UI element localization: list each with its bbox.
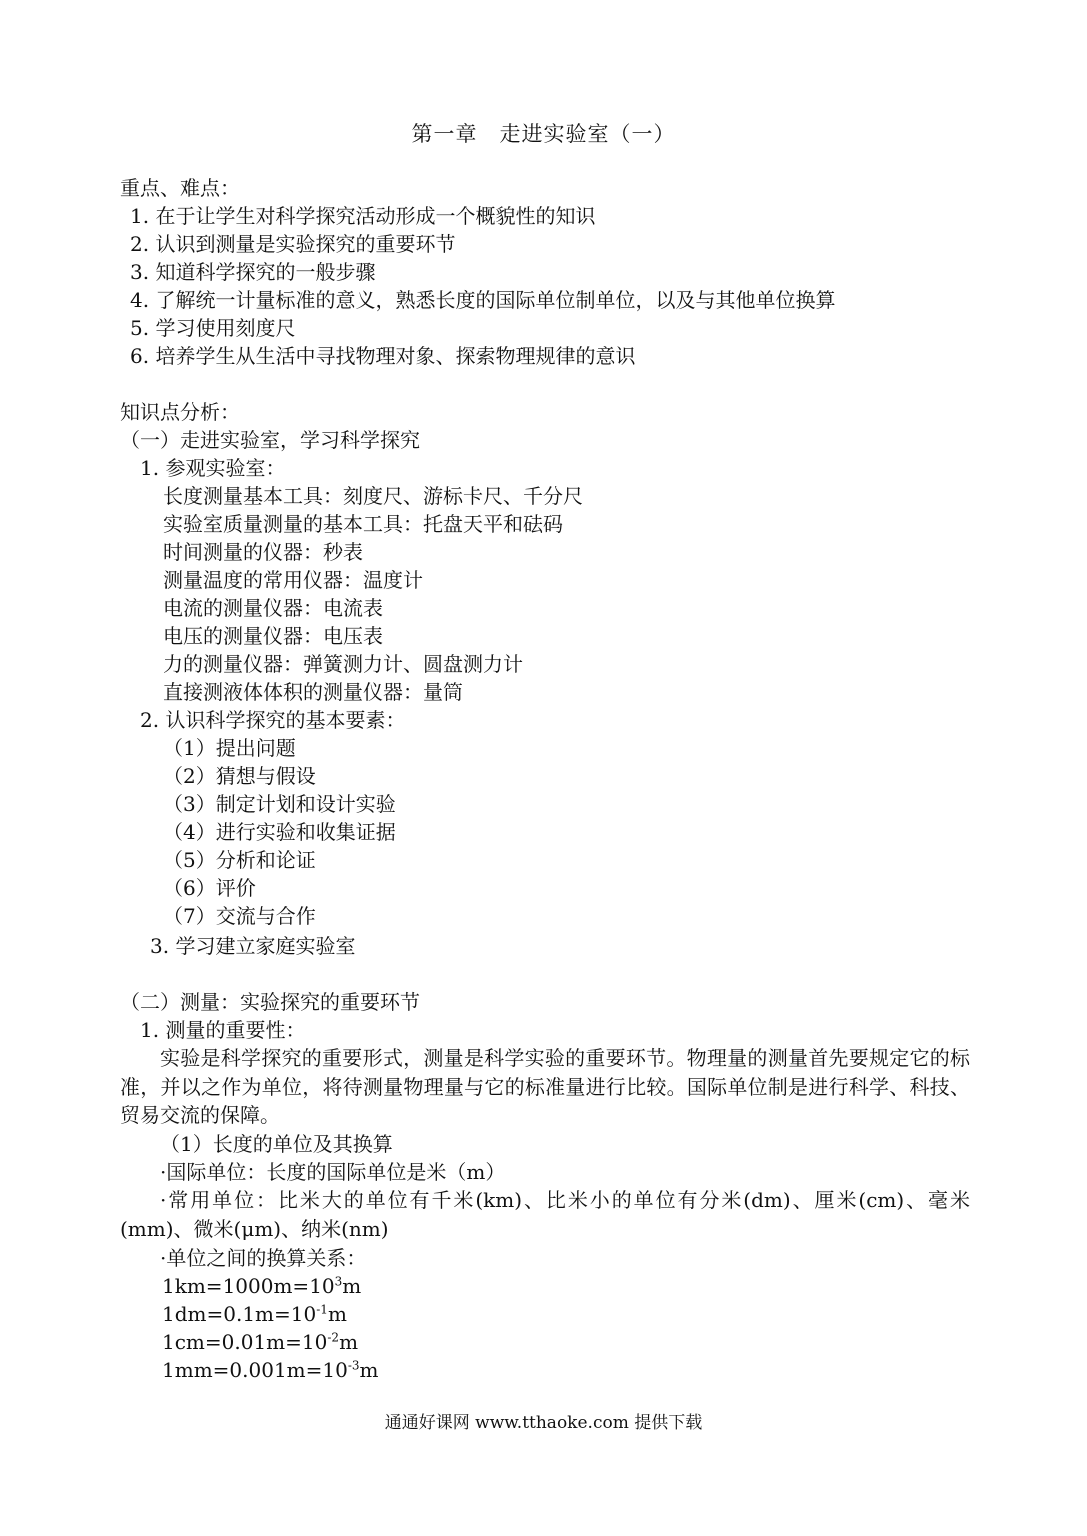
focus-item: 4. 了解统一计量标准的意义，熟悉长度的国际单位制单位，以及与其他单位换算 — [130, 288, 836, 312]
instrument-line: 直接测液体体积的测量仪器：量筒 — [163, 680, 463, 704]
instrument-line: 电流的测量仪器：电流表 — [163, 596, 383, 620]
conversion-line: $1cm=0.01m=10^{-2}m$ — [162, 1330, 359, 1354]
importance-paragraph: 实验是科学探究的重要形式，测量是科学实验的重要环节。物理量的测量首先要规定它的标准，并以之作为单位，将待测量物理量与它的标准量进行比较。国际单位制是进行科学、科技、贸易交流的保障。 — [120, 1046, 970, 1127]
conversion-heading: ·单位之间的换算关系： — [160, 1246, 367, 1270]
analysis-heading: 知识点分析： — [120, 400, 240, 424]
element-line: （3）制定计划和设计实验 — [163, 792, 396, 816]
instrument-line: 长度测量基本工具：刻度尺、游标卡尺、千分尺 — [163, 484, 583, 508]
element-line: （7）交流与合作 — [163, 904, 316, 928]
length-units-heading: （1）长度的单位及其换算 — [160, 1132, 393, 1156]
chapter-title: 第一章 走进实验室（一） — [411, 122, 676, 146]
focus-heading: 重点、难点： — [120, 176, 240, 200]
si-unit-line: ·国际单位：长度的国际单位是米（m） — [160, 1160, 506, 1184]
focus-item: 6. 培养学生从生活中寻找物理对象、探索物理规律的意识 — [130, 344, 636, 368]
subsection-title: 1. 参观实验室： — [140, 456, 286, 480]
common-units-paragraph: ·常用单位：比米大的单位有千米(km)、比米小的单位有分米(dm)、厘米(cm)、毫米(mm)、微米(μm)、纳米(nm) — [120, 1188, 970, 1241]
section-title: （一）走进实验室，学习科学探究 — [120, 428, 420, 452]
instrument-line: 测量温度的常用仪器：温度计 — [163, 568, 423, 592]
subsection-title: 3. 学习建立家庭实验室 — [150, 934, 356, 958]
section-title: （二）测量：实验探究的重要环节 — [120, 990, 420, 1014]
focus-item: 2. 认识到测量是实验探究的重要环节 — [130, 232, 456, 256]
instrument-line: 实验室质量测量的基本工具：托盘天平和砝码 — [163, 512, 563, 536]
instrument-line: 时间测量的仪器：秒表 — [163, 540, 363, 564]
element-line: （4）进行实验和收集证据 — [163, 820, 396, 844]
instrument-line: 电压的测量仪器：电压表 — [163, 624, 383, 648]
element-line: （2）猜想与假设 — [163, 764, 316, 788]
subsection-title: 1. 测量的重要性： — [140, 1018, 306, 1042]
focus-item: 5. 学习使用刻度尺 — [130, 316, 296, 340]
conversion-line: $1km=1000m=10^3m$ — [162, 1274, 362, 1298]
subsection-title: 2. 认识科学探究的基本要素： — [140, 708, 406, 732]
conversion-line: $1dm=0.1m=10^{-1}m$ — [162, 1302, 347, 1326]
focus-item: 1. 在于让学生对科学探究活动形成一个概貌性的知识 — [130, 204, 596, 228]
page-footer: 通通好课网 www.tthaoke.com 提供下载 — [384, 1413, 703, 1433]
instrument-line: 力的测量仪器：弹簧测力计、圆盘测力计 — [163, 652, 523, 676]
element-line: （5）分析和论证 — [163, 848, 316, 872]
focus-item: 3. 知道科学探究的一般步骤 — [130, 260, 376, 284]
conversion-line: $1mm=0.001m=10^{-3}m$ — [162, 1358, 379, 1382]
element-line: （1）提出问题 — [163, 736, 296, 760]
element-line: （6）评价 — [163, 876, 256, 900]
